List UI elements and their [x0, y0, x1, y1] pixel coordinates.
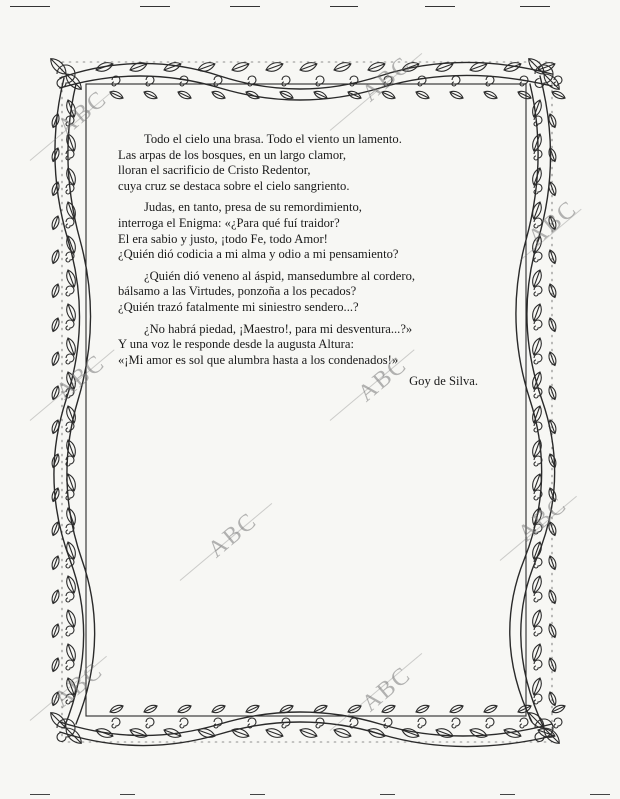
poem-line: Todo el cielo una brasa. Todo el viento un lamento. — [144, 132, 402, 146]
poem-line: cuya cruz se destaca sobre el cielo sangriento. — [118, 178, 350, 193]
stanza-4 — [118, 322, 478, 369]
poem-line: Las arpas de los bosques, en un largo clamor, — [118, 147, 346, 162]
watermark-text: ABC — [53, 85, 113, 142]
poem-line: «¡Mi amor es sol que alumbra hasta a los condenados!» — [118, 352, 399, 367]
poem-line: lloran el sacrificio de Cristo Redentor, — [118, 163, 311, 178]
poem — [118, 132, 478, 390]
stanza-2 — [118, 200, 478, 262]
poem-line: bálsamo a las Virtudes, ponzoña a los pecados? — [118, 284, 357, 299]
bottom-crop-marks — [0, 785, 620, 799]
watermark-text: ABC — [523, 195, 583, 252]
poem-line: Judas, en tanto, presa de su remordimiento, — [144, 200, 362, 215]
author-signature: Goy de Silva. — [409, 374, 478, 389]
stanza-1 — [118, 132, 478, 194]
watermark-text: ABC — [357, 661, 417, 718]
poem-line: ¿Quién dió codicia a mi alma y odio a mi pensamiento? — [118, 247, 399, 262]
watermark-text: ABC — [353, 351, 413, 408]
stanza-3 — [118, 269, 478, 316]
poem-line: El era sabio y justo, ¡todo Fe, todo Amor! — [118, 231, 328, 246]
watermark-text: ABC — [513, 491, 573, 548]
poem-line: ¿Quién dió veneno al áspid, mansedumbre al cordero, — [144, 268, 416, 283]
watermark-text: ABC — [49, 657, 109, 714]
watermark-text: ABC — [357, 51, 417, 108]
poem-line: ¿Quién trazó fatalmente mi siniestro sendero...? — [118, 299, 359, 314]
watermark-text: ABC — [203, 507, 263, 564]
poem-line: interroga el Enigma: «¿Para qué fuí traidor? — [118, 215, 340, 230]
poem-line: ¿No habrá piedad, ¡Maestro!, para mi desventura...?» — [144, 321, 413, 336]
watermark-text: ABC — [51, 349, 111, 406]
poem-line: Y una voz le responde desde la augusta Altura: — [118, 337, 354, 352]
